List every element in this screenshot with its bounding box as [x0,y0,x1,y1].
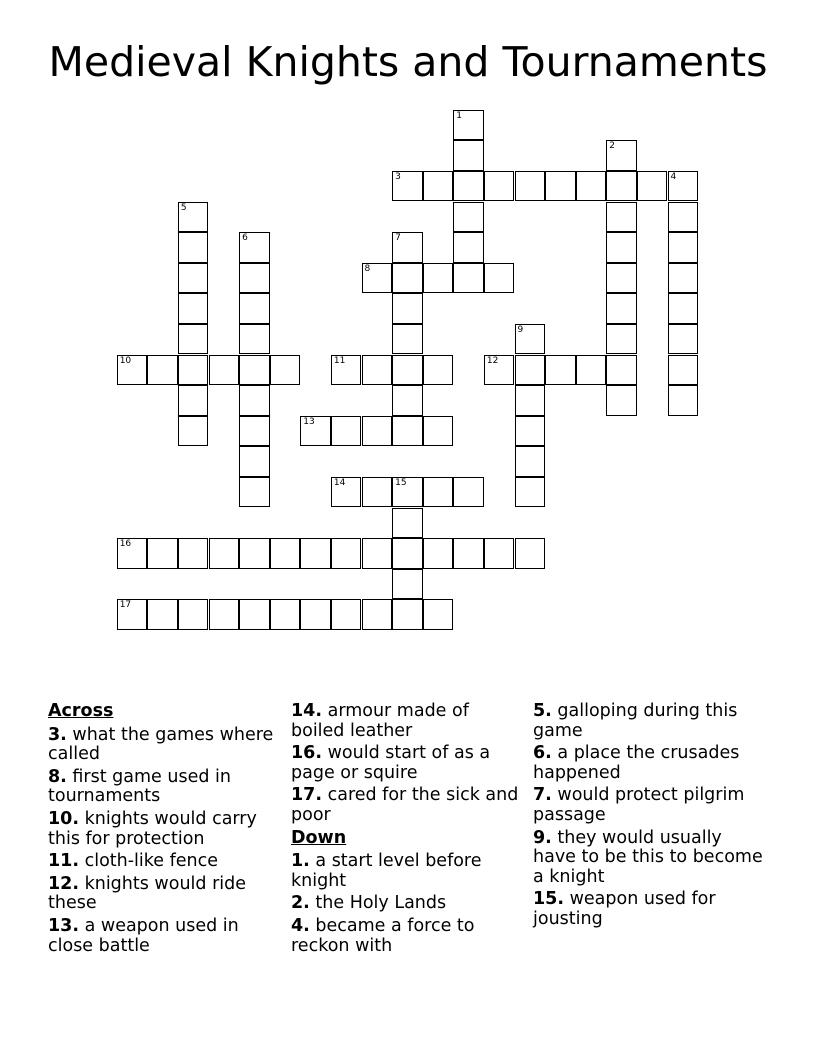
cell-number: 4 [670,171,677,182]
grid-cell[interactable] [147,538,178,569]
clue-number: 10. [48,808,80,829]
grid-cell[interactable] [147,355,178,386]
grid-cell[interactable] [453,263,484,294]
grid-cell[interactable] [178,416,209,447]
clue-number: 17. [291,785,323,806]
grid-cell[interactable] [668,171,699,202]
clue-text: a place the crusades happened [533,743,740,783]
grid-cell[interactable] [484,355,515,386]
clue-text: would start of as a page or squire [291,743,491,783]
grid-cell[interactable] [178,232,209,263]
grid-cell[interactable] [606,140,637,171]
clue-number: 2. [291,893,310,914]
grid-cell[interactable] [392,508,423,539]
cell-number: 1 [456,110,463,121]
grid-cell[interactable] [392,538,423,569]
clue-across-3 [48,726,280,765]
clue-across-13 [48,917,280,956]
grid-cell[interactable] [606,263,637,294]
clue-across-11 [48,852,280,872]
cell-number: 13 [303,416,315,427]
grid-cell[interactable] [453,477,484,508]
grid-cell[interactable] [515,324,546,355]
cell-number: 11 [333,355,346,366]
grid-cell[interactable] [331,477,362,508]
grid-cell[interactable] [423,538,454,569]
clue-text: weapon used for jousting [533,889,716,929]
grid-cell[interactable] [453,538,484,569]
grid-cell[interactable] [392,569,423,600]
grid-cell[interactable] [209,599,240,630]
grid-cell[interactable] [239,263,270,294]
clue-across-14 [291,702,523,741]
grid-cell[interactable] [362,599,393,630]
clue-column-3 [533,702,765,933]
clue-text: knights would ride these [48,873,246,914]
grid-cell[interactable] [606,171,637,202]
cell-number: 8 [364,263,371,274]
clue-across-10 [48,810,280,849]
grid-cell[interactable] [147,599,178,630]
grid-cell[interactable] [668,202,699,233]
cell-number: 17 [119,600,132,611]
grid-cell[interactable] [362,355,393,386]
clue-text: became a force to reckon with [291,915,475,956]
grid-cell[interactable] [239,477,270,508]
grid-cell[interactable] [545,171,576,202]
clue-number: 9. [533,827,552,848]
cell-number: 14 [333,477,346,488]
grid-cell[interactable] [668,263,699,294]
grid-cell[interactable] [178,355,209,386]
grid-cell[interactable] [270,599,301,630]
grid-cell[interactable] [668,355,699,386]
grid-cell[interactable] [117,599,148,630]
clue-text: galloping during this game [533,701,738,741]
grid-cell[interactable] [300,599,331,630]
grid-cell[interactable] [178,202,209,233]
grid-cell[interactable] [515,446,546,477]
grid-cell[interactable] [392,293,423,324]
grid-cell[interactable] [239,538,270,569]
grid-cell[interactable] [668,293,699,324]
grid-cell[interactable] [239,293,270,324]
clue-down-2 [291,894,523,914]
clue-down-1 [291,852,523,891]
grid-cell[interactable] [392,416,423,447]
grid-cell[interactable] [484,538,515,569]
grid-cell[interactable] [606,385,637,416]
grid-cell[interactable] [300,416,331,447]
clue-number: 15. [533,889,565,910]
grid-cell[interactable] [423,355,454,386]
clue-number: 16. [291,743,323,764]
grid-cell[interactable] [178,385,209,416]
grid-cell[interactable] [453,202,484,233]
cell-number: 9 [517,324,524,335]
cell-number: 7 [395,233,401,244]
grid-cell[interactable] [362,477,393,508]
grid-cell[interactable] [239,599,270,630]
grid-cell[interactable] [392,477,423,508]
across-heading: Across [48,701,114,721]
grid-cell[interactable] [392,599,423,630]
clue-down-5 [533,702,765,741]
clue-number: 7. [533,785,552,806]
clue-number: 6. [533,743,552,764]
grid-cell[interactable] [515,385,546,416]
grid-cell[interactable] [270,538,301,569]
grid-cell[interactable] [331,416,362,447]
grid-cell[interactable] [637,171,668,202]
cell-number: 2 [609,141,616,152]
clue-down-7 [533,786,765,825]
clue-text: cared for the sick and poor [291,785,519,825]
grid-cell[interactable] [423,477,454,508]
puzzle-title: Medieval Knights and Tournaments [48,38,768,86]
clue-text: cloth-like fence [84,851,219,872]
grid-cell[interactable] [178,599,209,630]
grid-cell[interactable] [606,232,637,263]
grid-cell[interactable] [515,355,546,386]
grid-cell[interactable] [392,385,423,416]
grid-cell[interactable] [239,355,270,386]
grid-cell[interactable] [392,171,423,202]
grid-cell[interactable] [515,477,546,508]
clue-text: a weapon used in close battle [48,915,239,956]
clue-number: 14. [291,701,323,721]
grid-cell[interactable] [362,416,393,447]
grid-cell[interactable] [545,355,576,386]
grid-cell[interactable] [331,599,362,630]
grid-cell[interactable] [606,293,637,324]
clue-text: the Holy Lands [315,893,447,914]
grid-cell[interactable] [515,171,546,202]
clue-number: 11. [48,851,80,872]
clue-across-8 [48,768,280,807]
clue-column-1 [48,702,280,959]
cell-number: 6 [242,233,248,244]
grid-cell[interactable] [392,232,423,263]
clue-across-12 [48,875,280,914]
grid-cell[interactable] [392,324,423,355]
grid-cell[interactable] [117,355,148,386]
clue-number: 4. [291,915,310,936]
grid-cell[interactable] [178,538,209,569]
clue-down-15 [533,890,765,929]
clue-column-2 [291,702,523,959]
grid-cell[interactable] [331,538,362,569]
grid-cell[interactable] [606,355,637,386]
clue-number: 5. [533,701,552,721]
cell-number: 3 [395,171,401,182]
grid-cell[interactable] [239,416,270,447]
grid-cell[interactable] [239,324,270,355]
grid-cell[interactable] [239,232,270,263]
grid-cell[interactable] [423,171,454,202]
grid-cell[interactable] [668,324,699,355]
grid-cell[interactable] [453,110,484,141]
grid-cell[interactable] [423,263,454,294]
grid-cell[interactable] [576,171,607,202]
clue-across-17 [291,786,523,825]
grid-cell[interactable] [209,355,240,386]
grid-cell[interactable] [239,385,270,416]
grid-cell[interactable] [606,324,637,355]
clue-text: knights would carry this for protection [48,808,257,849]
grid-cell[interactable] [515,538,546,569]
clue-text: armour made of boiled leather [291,701,469,741]
grid-cell[interactable] [484,263,515,294]
clue-text: first game used in tournaments [48,766,231,807]
grid-cell[interactable] [300,538,331,569]
cell-number: 15 [395,477,407,488]
cell-number: 10 [119,355,132,366]
grid-cell[interactable] [178,293,209,324]
clue-text: what the games where called [48,724,274,765]
grid-cell[interactable] [484,171,515,202]
cell-number: 5 [180,202,187,213]
clue-down-9 [533,829,765,888]
grid-cell[interactable] [668,232,699,263]
cell-number: 16 [119,539,132,550]
grid-cell[interactable] [178,263,209,294]
clue-text: would protect pilgrim passage [533,785,745,825]
clue-number: 8. [48,766,67,787]
grid-cell[interactable] [392,355,423,386]
grid-cell[interactable] [239,446,270,477]
grid-cell[interactable] [423,416,454,447]
grid-cell[interactable] [178,324,209,355]
grid-cell[interactable] [362,538,393,569]
grid-cell[interactable] [576,355,607,386]
grid-cell[interactable] [331,355,362,386]
grid-cell[interactable] [453,232,484,263]
grid-cell[interactable] [423,599,454,630]
grid-cell[interactable] [392,263,423,294]
clue-number: 1. [291,851,310,872]
grid-cell[interactable] [515,416,546,447]
clue-down-6 [533,744,765,783]
grid-cell[interactable] [668,385,699,416]
grid-cell[interactable] [270,355,301,386]
grid-cell[interactable] [209,538,240,569]
grid-cell[interactable] [117,538,148,569]
cell-number: 12 [486,355,499,366]
grid-cell[interactable] [453,171,484,202]
clue-text: a start level before knight [291,851,482,891]
clue-number: 3. [48,724,67,745]
clue-number: 12. [48,873,80,894]
clue-number: 13. [48,915,80,936]
clue-text: they would usually have to be this to become a knight [533,827,763,887]
grid-cell[interactable] [606,202,637,233]
grid-cell[interactable] [453,140,484,171]
grid-cell[interactable] [362,263,393,294]
clue-across-16 [291,744,523,783]
clue-down-4 [291,917,523,956]
down-heading: Down [291,827,347,848]
